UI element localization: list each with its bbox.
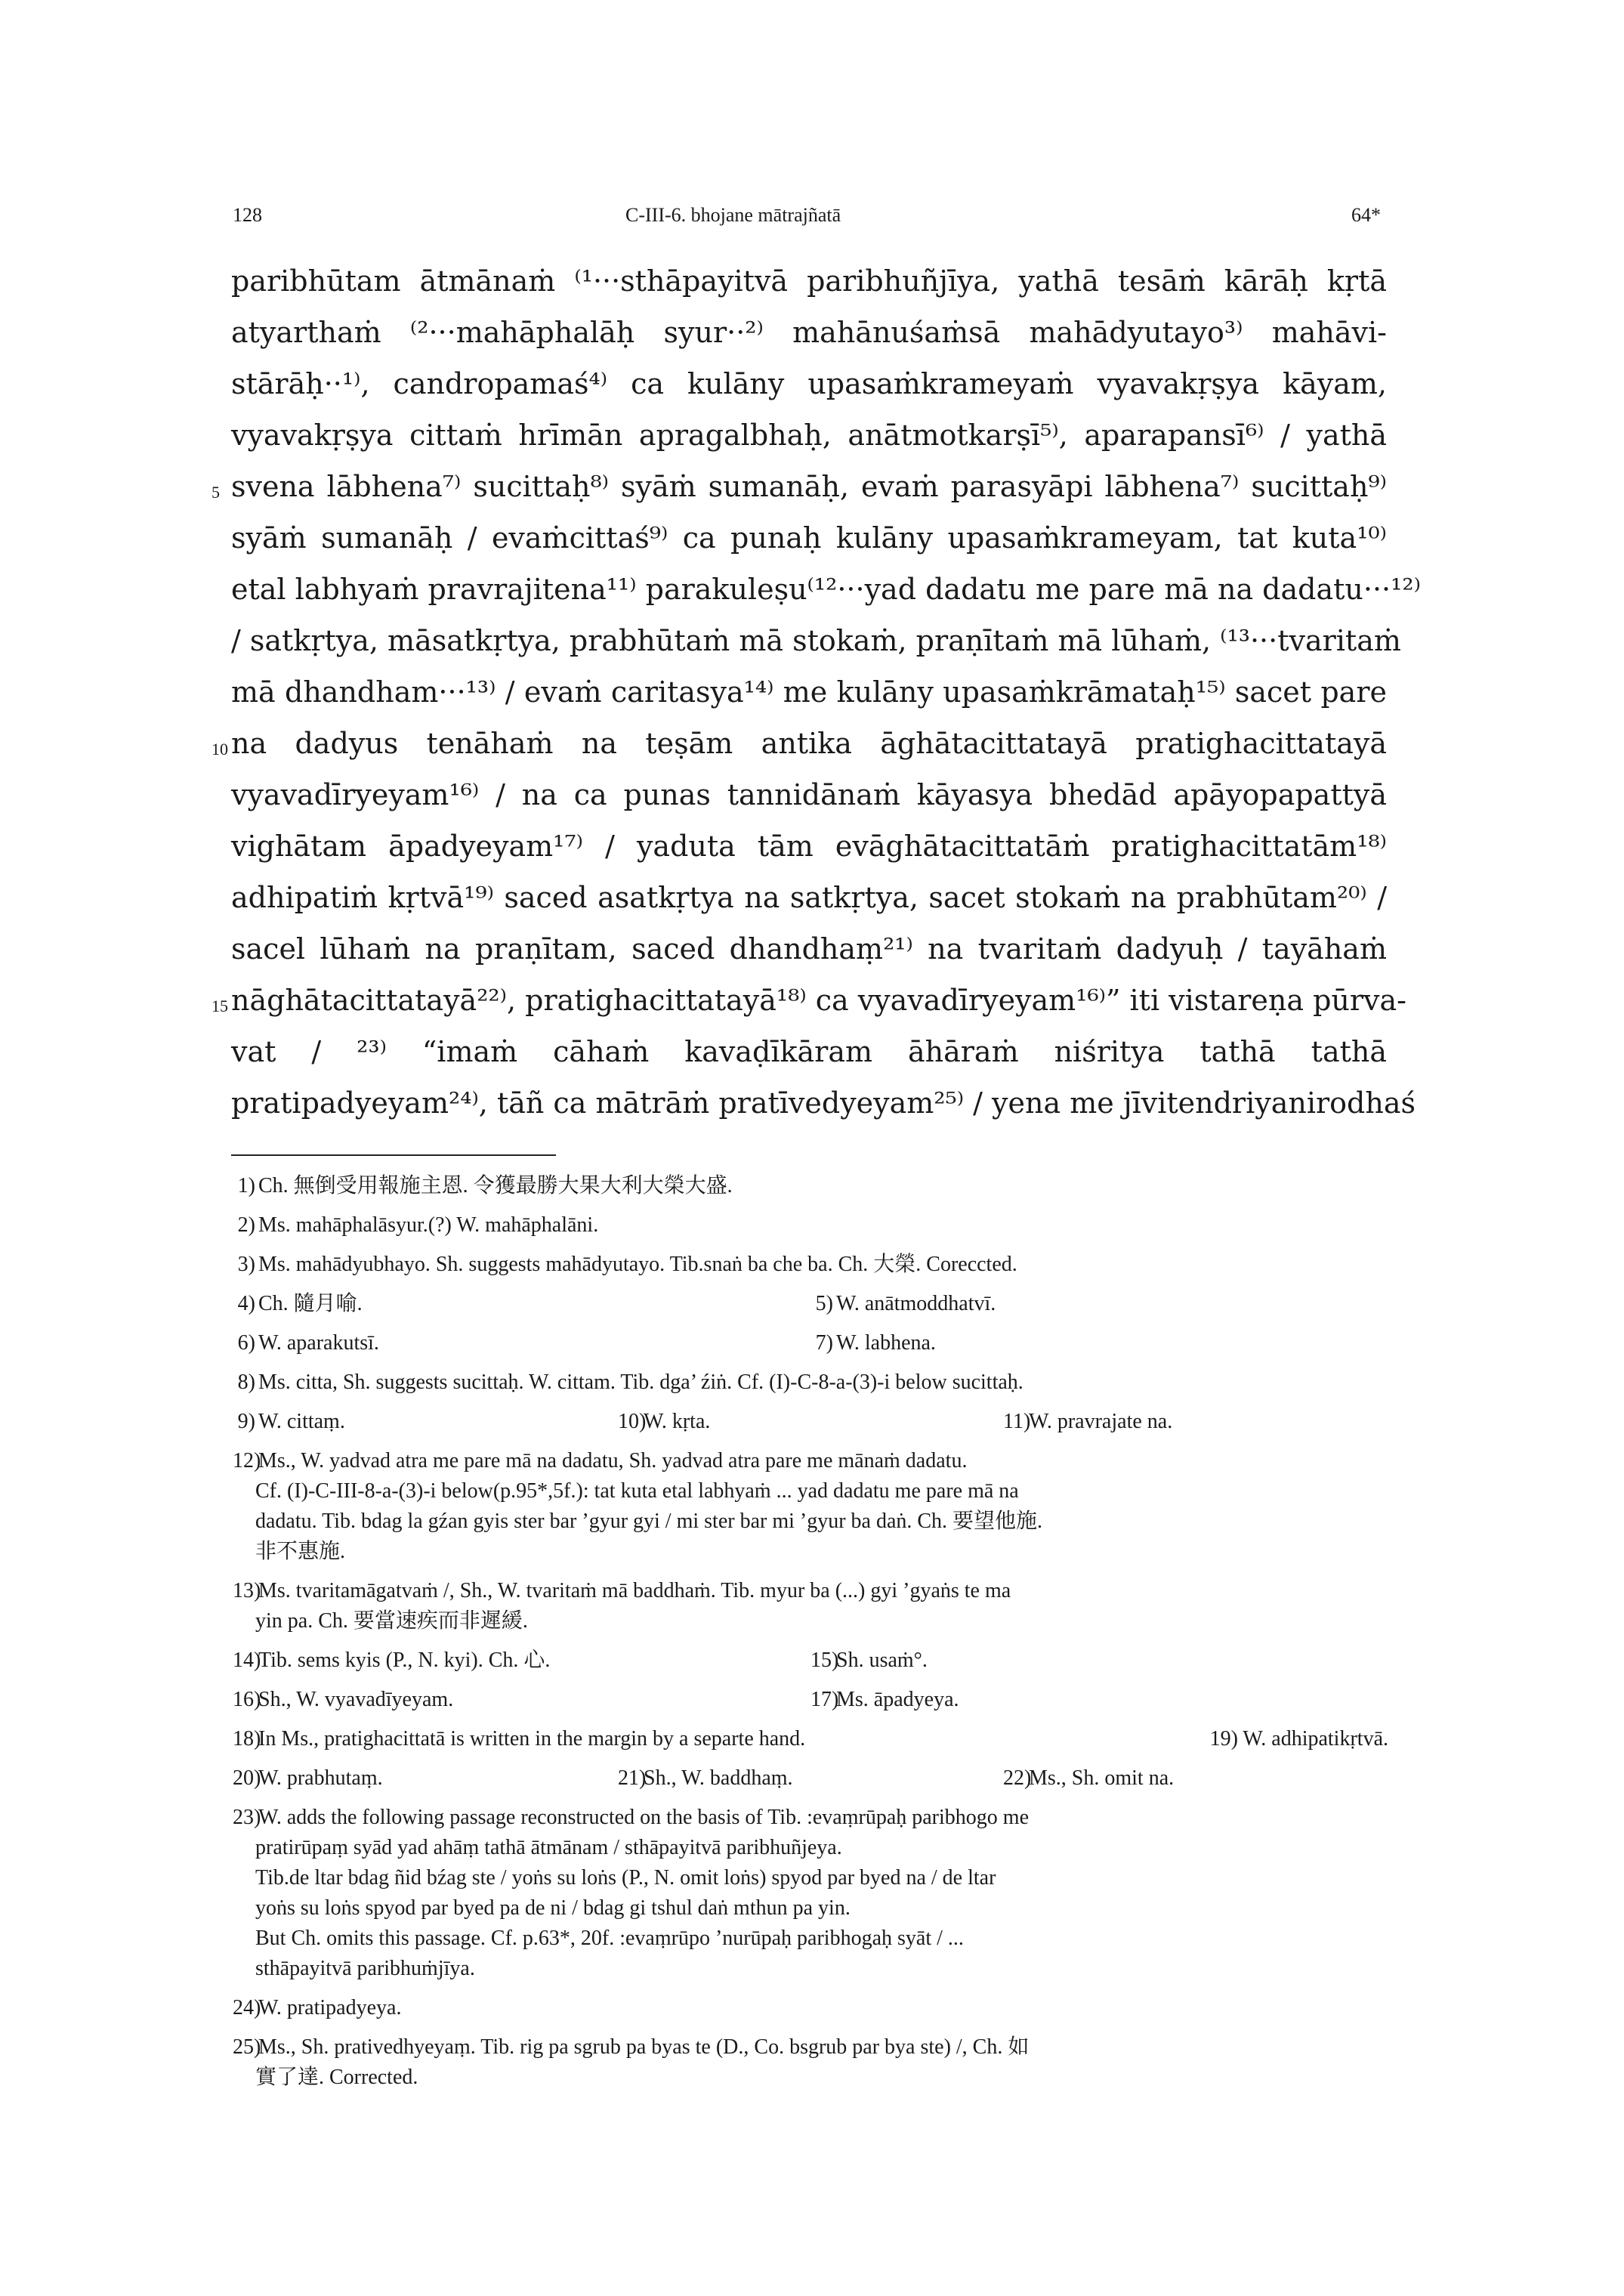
footnote-text: W. anātmoddhatvī. <box>836 1292 996 1315</box>
footnote-row <box>233 1763 1388 1794</box>
footnote <box>233 1328 810 1358</box>
text-line <box>211 975 1407 1026</box>
text-line <box>231 1077 1416 1129</box>
footnote-continuation: yin pa. Ch. 要當速疾而非遲緩. <box>255 1609 528 1633</box>
footnote-continuation: 實了達. Corrected. <box>255 2066 418 2089</box>
footnote-number: 9) <box>237 1410 255 1433</box>
text-line <box>231 307 1387 358</box>
footnote-number: 23) <box>233 1806 261 1829</box>
footnote <box>1003 1763 1388 1794</box>
footnote-continuation: Cf. (I)-C-III-8-a-(3)-i below(p.95*,5f.): tat kuta etal labhyaṁ ... yad dadatu me pare mā na <box>255 1479 1019 1503</box>
text-line <box>231 358 1387 409</box>
footnote-number: 4) <box>237 1292 255 1315</box>
line-text: vat / ²³⁾ “imaṁ cāhaṁ kavaḍīkāram āhāraṁ niśritya tathā tathā <box>231 1035 1387 1068</box>
footnote-number: 16) <box>233 1688 261 1711</box>
footnote-tail: 19) W. adhipatikṛtvā. <box>1209 1727 1388 1751</box>
footnote-text: Sh. usaṁ°. <box>836 1649 928 1672</box>
footnote <box>233 1171 1388 1201</box>
footnote-number: 2) <box>237 1213 255 1237</box>
footnote <box>233 1724 1388 1754</box>
footnote <box>233 1763 618 1794</box>
footnote-text: W. prabhutaṃ. <box>258 1766 383 1790</box>
running-title: C-III-6. bhojane mātrajñatā <box>625 204 841 226</box>
footnote-text: W. aparakutsī. <box>258 1331 379 1355</box>
footnote <box>233 1993 1388 2023</box>
footnote-number: 6) <box>237 1331 255 1355</box>
line-text: vyavadīryeyam¹⁶⁾ / na ca punas tannidānaṁ kāyasya bhedād apāyopapattyā <box>231 778 1387 811</box>
text-line <box>231 1026 1387 1077</box>
footnote-rule <box>231 1154 556 1156</box>
footnote-row <box>233 1328 1388 1358</box>
footnote-number: 12) <box>233 1449 261 1472</box>
text-line <box>231 512 1387 564</box>
footnote-number: 21) <box>618 1766 647 1790</box>
footnote-number: 14) <box>233 1649 261 1672</box>
footnote-number: 20) <box>233 1766 261 1790</box>
footnote-text: Ms., W. yadvad atra me pare mā na dadatu, Sh. yadvad atra pare me mānaṁ dadatu. <box>258 1449 968 1472</box>
text-line <box>231 666 1387 718</box>
footnote-text: Ms. āpadyeya. <box>836 1688 959 1711</box>
line-text: vighātam āpadyeyam¹⁷⁾ / yaduta tām evāghātacittatāṁ pratighacittatām¹⁸⁾ <box>231 830 1387 863</box>
footnote-row <box>233 1646 1388 1676</box>
text-line <box>231 255 1387 307</box>
text-line <box>231 820 1387 872</box>
footnote-continuation: pratirūpaṃ syād yad ahāṃ tathā ātmānam / sthāpayitvā paribhuñjeya. <box>255 1836 842 1859</box>
footnote-text: Ms., Sh. omit na. <box>1029 1766 1175 1790</box>
footnote <box>233 1407 618 1437</box>
footnote-continuation: But Ch. omits this passage. Cf. p.63*, 20f. :evaṃrūpo ’nurūpaḥ paribhogaḥ syāt / ... <box>255 1927 964 1950</box>
footnote-number: 17) <box>810 1688 839 1711</box>
footnote-text: Ms. mahāphalāsyur.(?) W. mahāphalāni. <box>258 1213 599 1237</box>
footnote-text: Ms. tvaritamāgatvaṁ /, Sh., W. tvaritaṁ mā baddhaṁ. Tib. myur ba (...) gyi ’gyaṅs te ma <box>258 1579 1011 1602</box>
footnote-number: 13) <box>233 1579 261 1602</box>
footnote-number: 10) <box>618 1410 647 1433</box>
line-text: na dadyus tenāhaṁ na teṣām antika āghātacittatayā pratighacittatayā <box>231 727 1387 760</box>
footnote <box>618 1763 1003 1794</box>
footnote <box>810 1685 1388 1715</box>
footnote <box>233 1646 810 1676</box>
footnote-text: In Ms., pratighacittatā is written in the margin by a separte hand. <box>258 1727 806 1751</box>
footnote-text: Ms., Sh. prativedhyeyaṃ. Tib. rig pa sgrub pa byas te (D., Co. bsgrub par bya ste) /, Ch. 如 <box>258 2035 1030 2059</box>
line-text: mā dhandham···¹³⁾ / evaṁ caritasya¹⁴⁾ me kulāny upasaṁkrāmataḥ¹⁵⁾ sacet pare <box>231 675 1387 709</box>
line-text: adhipatiṁ kṛtvā¹⁹⁾ saced asatkṛtya na satkṛtya, sacet stokaṁ na prabhūtam²⁰⁾ / <box>231 881 1387 914</box>
footnote-text: W. adds the following passage reconstructed on the basis of Tib. :evaṃrūpaḥ paribhogo me <box>258 1806 1029 1829</box>
footnote-text: Tib. sems kyis (P., N. kyi). Ch. 心. <box>258 1649 551 1672</box>
footnote-continuation: 非不惠施. <box>255 1540 346 1563</box>
footnote-text: Ms. mahādyubhayo. Sh. suggests mahādyutayo. Tib.snaṅ ba che ba. Ch. 大榮. Coreccted. <box>258 1253 1017 1276</box>
footnote <box>233 1210 1388 1241</box>
text-line <box>231 769 1387 820</box>
text-line <box>211 718 1387 769</box>
footnote-number: 3) <box>237 1253 255 1276</box>
line-text: etal labhyaṁ pravrajitena¹¹⁾ parakuleṣu⁽¹²···yad dadatu me pare mā na dadatu···¹²⁾ <box>231 573 1421 606</box>
line-text: / satkṛtya, māsatkṛtya, prabhūtaṁ mā stokaṁ, praṇītaṁ mā lūhaṁ, ⁽¹³···tvaritaṁ <box>231 624 1401 657</box>
footnote-continuation: Tib.de ltar bdag ñid bźag ste / yoṅs su loṅs (P., N. omit loṅs) spyod par byed na / de ltar <box>255 1866 996 1890</box>
footnote-text: W. kṛta. <box>644 1410 711 1433</box>
footnote-continuation: yoṅs su loṅs spyod par byed pa de ni / bdag gi tshul daṅ mthun pa yin. <box>255 1896 851 1920</box>
footnote <box>233 1367 1388 1398</box>
footnote-text: Ms. citta, Sh. suggests sucittaḥ. W. cittam. Tib. dga’ źiṅ. Cf. (I)-C-8-a-(3)-i below sucittaḥ. <box>258 1370 1023 1394</box>
page-number: 128 <box>233 204 262 226</box>
line-text: vyavakṛṣya cittaṁ hrīmān apragalbhaḥ, anātmotkarṣī⁵⁾, aparapansī⁶⁾ / yathā <box>231 419 1387 452</box>
footnote-number: 25) <box>233 2035 261 2059</box>
folio-marker: 64* <box>1351 204 1381 226</box>
footnote-continuation: dadatu. Tib. bdag la gźan gyis ster bar ’gyur gyi / mi ster bar mi ’gyur ba daṅ. Ch. 要望他施. <box>255 1510 1043 1533</box>
footnote-number: 5) <box>815 1292 833 1315</box>
footnote <box>618 1407 1003 1437</box>
footnote-text: W. cittaṃ. <box>258 1410 345 1433</box>
footnote-number: 15) <box>810 1649 839 1672</box>
footnote <box>810 1289 1388 1319</box>
line-text: pratipadyeyam²⁴⁾, tāñ ca mātrāṁ pratīvedyeyam²⁵⁾ / yena me jīvitendriyanirodhaś <box>231 1086 1416 1120</box>
line-number: 10 <box>211 740 228 759</box>
footnote <box>233 1685 810 1715</box>
footnote-text: W. pravrajate na. <box>1029 1410 1173 1433</box>
line-text: syāṁ sumanāḥ / evaṁcittaś⁹⁾ ca punaḥ kulāny upasaṁkrameyam, tat kuta¹⁰⁾ <box>231 521 1387 555</box>
footnotes <box>233 1171 1388 2102</box>
line-text: svena lābhena⁷⁾ sucittaḥ⁸⁾ syāṁ sumanāḥ, evaṁ parasyāpi lābhena⁷⁾ sucittaḥ⁹⁾ <box>231 470 1387 503</box>
footnote-text: W. pratipadyeya. <box>258 1996 402 2019</box>
footnote-number: 7) <box>815 1331 833 1355</box>
text-line <box>231 923 1387 975</box>
footnote-text: Ch. 隨月喻. <box>258 1292 363 1315</box>
footnote <box>233 1289 810 1319</box>
text-line <box>231 872 1387 923</box>
footnote-text: Sh., W. baddhaṃ. <box>644 1766 793 1790</box>
footnote-number: 18) <box>233 1727 261 1751</box>
text-line <box>231 409 1387 461</box>
footnote-text: Ch. 無倒受用報施主恩. 令獲最勝大果大利大榮大盛. <box>258 1174 733 1197</box>
footnote-number: 22) <box>1003 1766 1032 1790</box>
footnote-row <box>233 1407 1388 1437</box>
footnote-continuation: sthāpayitvā paribhuṁjīya. <box>255 1957 475 1980</box>
footnote <box>1003 1407 1388 1437</box>
line-text: paribhūtam ātmānaṁ ⁽¹···sthāpayitvā paribhuñjīya, yathā tesāṁ kārāḥ kṛtā <box>231 264 1387 298</box>
footnote-number: 11) <box>1003 1410 1031 1433</box>
footnote <box>233 1803 1388 1984</box>
footnote <box>810 1646 1388 1676</box>
line-text: atyarthaṁ ⁽²···mahāphalāḥ syur··²⁾ mahānuśaṁsā mahādyutayo³⁾ mahāvi- <box>231 316 1387 349</box>
line-number: 15 <box>211 997 228 1015</box>
text-line <box>231 615 1401 666</box>
main-text <box>211 255 1421 1129</box>
footnote-row <box>233 1289 1388 1319</box>
line-number: 5 <box>211 483 220 502</box>
footnote-text: Sh., W. vyavadīyeyam. <box>258 1688 454 1711</box>
line-text: sacel lūhaṁ na praṇītam, saced dhandhaṃ²¹⁾ na tvaritaṁ dadyuḥ / tayāhaṁ <box>231 932 1387 966</box>
text-line <box>211 461 1387 512</box>
footnote <box>233 1446 1388 1567</box>
footnote-number: 24) <box>233 1996 261 2019</box>
footnote <box>233 2032 1388 2093</box>
footnote-number: 1) <box>237 1174 255 1197</box>
footnote <box>810 1328 1388 1358</box>
footnote-text: W. labhena. <box>836 1331 936 1355</box>
text-line <box>231 564 1421 615</box>
footnote-row <box>233 1685 1388 1715</box>
footnote <box>233 1576 1388 1636</box>
line-text: stārāḥ··¹⁾, candropamaś⁴⁾ ca kulāny upasaṁkrameyaṁ vyavakṛṣya kāyam, <box>231 367 1387 400</box>
footnote-number: 8) <box>237 1370 255 1394</box>
line-text: nāghātacittatayā²²⁾, pratighacittatayā¹⁸⁾ ca vyavadīryeyam¹⁶⁾” iti vistareṇa pūrva- <box>231 984 1407 1017</box>
footnote <box>233 1250 1388 1280</box>
